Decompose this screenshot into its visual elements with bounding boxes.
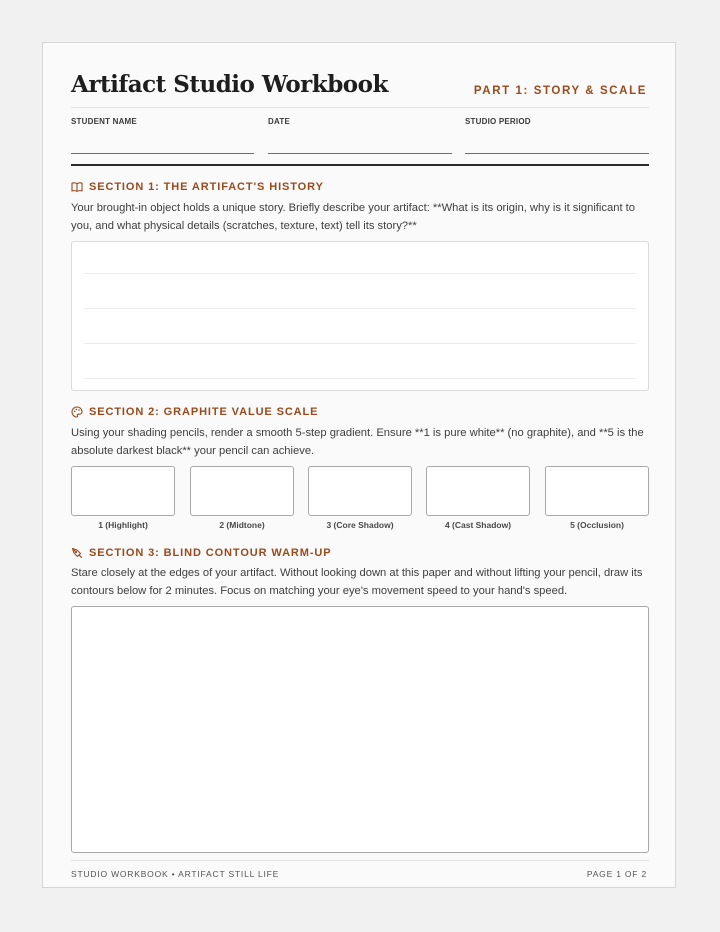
- value-swatch-3[interactable]: [308, 466, 412, 516]
- value-swatch-1[interactable]: [71, 466, 175, 516]
- section-3-heading: [71, 547, 331, 559]
- student-name-label: STUDENT NAME: [71, 117, 137, 126]
- value-swatch-3-label: 3 (Core Shadow): [326, 520, 394, 530]
- section-2-title: SECTION 2: GRAPHITE VALUE SCALE: [89, 406, 319, 418]
- studio-period-label: STUDIO PERIOD: [465, 117, 531, 126]
- writing-line: [84, 308, 636, 309]
- writing-line: [84, 273, 636, 274]
- footer-left: STUDIO WORKBOOK • ARTIFACT STILL LIFE: [71, 869, 280, 879]
- palette-icon: [71, 406, 83, 418]
- studio-period-field[interactable]: [465, 153, 649, 154]
- history-writing-area[interactable]: [71, 241, 649, 391]
- page-number: PAGE 1 OF 2: [586, 869, 647, 879]
- date-field[interactable]: [268, 153, 452, 154]
- section-1-title: SECTION 1: THE ARTIFACT'S HISTORY: [89, 181, 324, 193]
- contour-drawing-area[interactable]: [71, 606, 649, 853]
- section-1-heading: [71, 181, 324, 193]
- writing-line: [84, 378, 636, 379]
- section-2-instructions: Using your shading pencils, render a smooth 5-step gradient. Ensure **1 is pure white** (no graphite), and **5 is the absolute darkest black** your pencil can achieve.: [71, 427, 644, 457]
- value-swatch-2[interactable]: [190, 466, 294, 516]
- writing-line: [84, 343, 636, 344]
- header-divider: [71, 107, 649, 108]
- date-label: DATE: [268, 117, 290, 126]
- worksheet-page: [42, 42, 676, 888]
- value-swatch-2-label: 2 (Midtone): [219, 520, 265, 530]
- student-name-field[interactable]: [71, 153, 254, 154]
- value-swatch-4-label: 4 (Cast Shadow): [444, 520, 512, 530]
- section-1-instructions: Your brought-in object holds a unique story. Briefly describe your artifact: **What is its origin, why is it significant to you, and what physical details (scratches, texture, text) tell its story?**: [71, 202, 635, 232]
- section-3-instructions: Stare closely at the edges of your artifact. Without looking down at this paper and without lifting your pencil, draw its contours below for 2 minutes. Focus on matching your eye's movement speed to your hand's speed.: [71, 567, 643, 597]
- value-swatch-5[interactable]: [545, 466, 649, 516]
- page-title: Artifact Studio Workbook: [71, 71, 388, 98]
- book-icon: [71, 181, 83, 193]
- pen-tool-icon: [71, 547, 83, 559]
- section-3-title: SECTION 3: BLIND CONTOUR WARM-UP: [89, 547, 332, 559]
- value-swatch-4[interactable]: [426, 466, 530, 516]
- value-swatch-5-label: 5 (Occlusion): [570, 520, 624, 530]
- section-2-heading: [71, 406, 318, 418]
- footer-divider: [71, 860, 649, 861]
- part-label: PART 1: STORY & SCALE: [473, 85, 647, 97]
- value-swatch-1-label: 1 (Highlight): [98, 520, 148, 530]
- fields-divider: [71, 164, 649, 166]
